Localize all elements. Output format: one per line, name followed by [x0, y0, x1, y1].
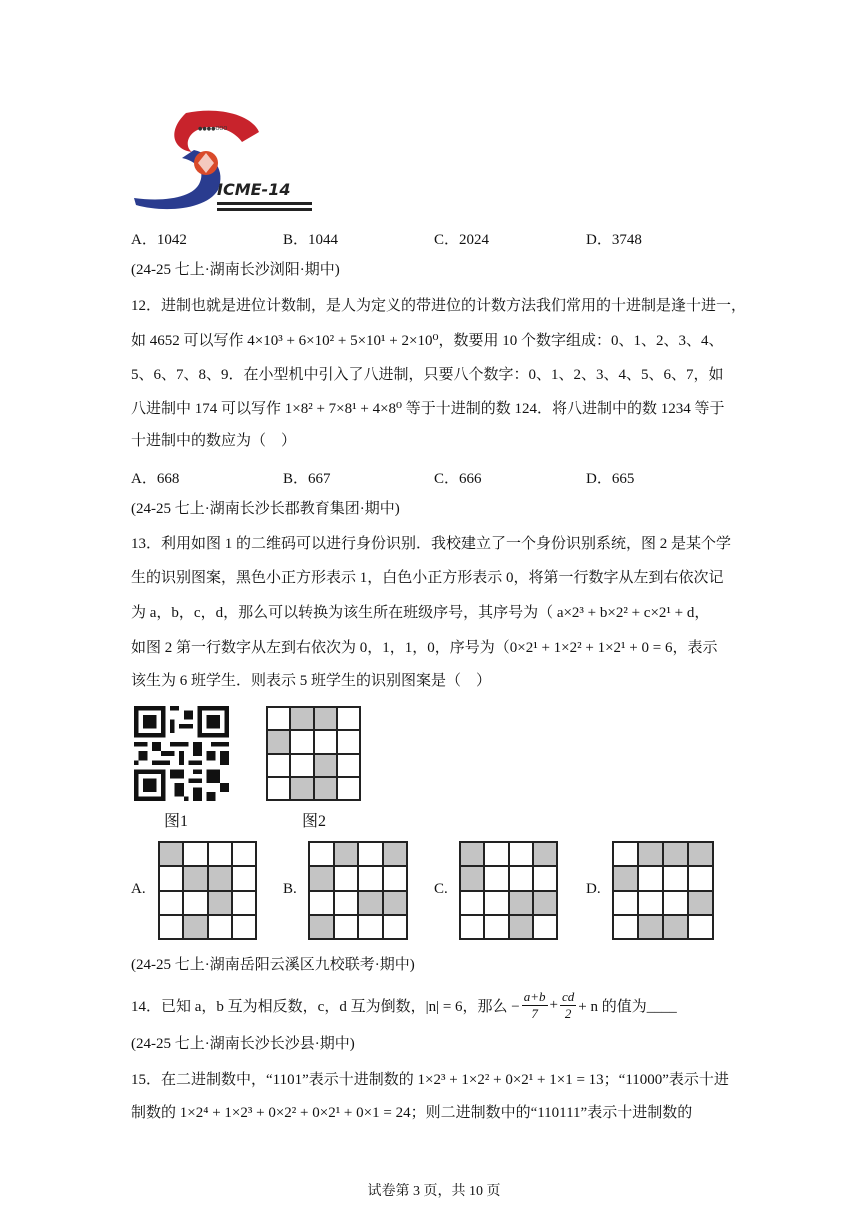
grid-cell-empty: [290, 730, 313, 753]
q12-line: 十进制中的数应为（ ）: [131, 433, 297, 449]
grid-cell-filled: [663, 842, 688, 866]
q13-option-d-grid[interactable]: [612, 841, 714, 940]
q11-option-c[interactable]: C．2024: [434, 232, 490, 248]
grid-cell-filled: [183, 866, 207, 890]
q12-option-a[interactable]: A．668: [131, 471, 180, 487]
grid-cell-empty: [183, 842, 207, 866]
q12-line: 12．进制也就是进位计数制，是人为定义的带进位的计数方法我们常用的十进制是逢十进一，: [131, 298, 747, 314]
grid-cell-filled: [309, 915, 334, 939]
grid-cell-empty: [290, 754, 313, 777]
grid-cell-filled: [358, 891, 383, 915]
grid-cell-filled: [290, 707, 313, 730]
grid-cell-filled: [383, 842, 408, 866]
q14-source: (24-25 七上·湖南岳阳云溪区九校联考·期中): [131, 957, 415, 973]
grid-cell-empty: [267, 754, 290, 777]
q12-option-b[interactable]: B．667: [283, 471, 331, 487]
q14-fraction-1: [522, 989, 548, 1022]
grid-cell-empty: [460, 891, 484, 915]
grid-cell-empty: [337, 730, 360, 753]
q13-line: 该生为 6 班学生．则表示 5 班学生的识别图案是（ ）: [131, 673, 492, 689]
grid-cell-empty: [183, 891, 207, 915]
fig2-caption: 图2: [302, 813, 327, 830]
grid-cell-empty: [267, 707, 290, 730]
fig1-caption: 图1: [164, 813, 189, 830]
q13-line: 生的识别图案，黑色小正方形表示 1，白色小正方形表示 0，将第一行数字从左到右依次记: [131, 570, 724, 586]
q13-line: 13．利用如图 1 的二维码可以进行身份识别．我校建立了一个身份识别系统，图 2 是某个学: [131, 536, 732, 552]
q13-line: 如图 2 第一行数字从左到右依次为 0，1，1，0，序号为（0×2¹ + 1×2² + 1×2¹ + 0 = 6，表示: [131, 640, 718, 656]
q14-fraction-2: [560, 989, 576, 1022]
q13-option-c-grid[interactable]: [459, 841, 558, 940]
grid-cell-empty: [267, 777, 290, 800]
grid-cell-filled: [267, 730, 290, 753]
q14-plus: +: [549, 996, 558, 1013]
q11-option-d[interactable]: D．3748: [586, 232, 642, 248]
grid-cell-empty: [232, 891, 256, 915]
grid-cell-empty: [232, 866, 256, 890]
q14-question: [131, 985, 677, 1025]
q13-option-a-grid[interactable]: [158, 841, 257, 940]
grid-cell-empty: [208, 842, 232, 866]
grid-cell-empty: [334, 866, 359, 890]
grid-cell-empty: [533, 866, 557, 890]
grid-cell-empty: [309, 842, 334, 866]
grid-cell-filled: [638, 915, 663, 939]
grid-cell-filled: [460, 842, 484, 866]
grid-cell-filled: [663, 915, 688, 939]
grid-cell-empty: [358, 842, 383, 866]
grid-cell-empty: [208, 915, 232, 939]
grid-cell-filled: [334, 842, 359, 866]
q12-source: (24-25 七上·湖南长沙浏阳·期中): [131, 262, 340, 278]
q13-option-b-label[interactable]: B.: [283, 881, 297, 897]
q13-option-c-label[interactable]: C.: [434, 881, 448, 897]
grid-cell-filled: [208, 891, 232, 915]
grid-cell-filled: [509, 915, 533, 939]
grid-cell-empty: [484, 842, 508, 866]
q11-option-b[interactable]: B．1044: [283, 232, 339, 248]
grid-cell-empty: [337, 707, 360, 730]
fig2-grid: [266, 706, 361, 801]
grid-cell-empty: [334, 915, 359, 939]
q13-source: (24-25 七上·湖南长沙长郡教育集团·期中): [131, 501, 400, 517]
grid-cell-filled: [688, 891, 713, 915]
grid-cell-filled: [638, 842, 663, 866]
grid-cell-empty: [383, 915, 408, 939]
q13-option-b-grid[interactable]: [308, 841, 408, 940]
grid-cell-empty: [337, 777, 360, 800]
q14-suffix: + n 的值为____: [578, 998, 677, 1015]
grid-cell-empty: [484, 891, 508, 915]
q14-frac2-num: cd: [562, 988, 575, 1004]
q11-option-a[interactable]: A．1042: [131, 232, 187, 248]
grid-cell-empty: [383, 866, 408, 890]
grid-cell-empty: [613, 891, 638, 915]
grid-cell-filled: [383, 891, 408, 915]
grid-cell-empty: [484, 915, 508, 939]
grid-cell-empty: [159, 866, 183, 890]
grid-cell-empty: [232, 915, 256, 939]
q12-option-c[interactable]: C．666: [434, 471, 482, 487]
logo-text: ICME-14: [217, 180, 291, 199]
q12-line: 八进制中 174 可以写作 1×8² + 7×8¹ + 4×8⁰ 等于十进制的数 124．将八进制中的数 1234 等于: [131, 401, 725, 417]
svg-text:●●●●OOO: ●●●●OOO: [198, 126, 228, 132]
grid-cell-empty: [688, 915, 713, 939]
icme-logo: [134, 110, 314, 215]
q15-source: (24-25 七上·湖南长沙长沙县·期中): [131, 1036, 355, 1052]
q14-frac2-den: 2: [564, 1005, 572, 1021]
grid-cell-empty: [509, 842, 533, 866]
grid-cell-empty: [358, 866, 383, 890]
grid-cell-empty: [159, 915, 183, 939]
grid-cell-empty: [358, 915, 383, 939]
grid-cell-filled: [688, 842, 713, 866]
q13-option-a-label[interactable]: A.: [131, 881, 146, 897]
page-footer: 试卷第 3 页，共 10 页: [367, 1184, 501, 1199]
grid-cell-empty: [613, 842, 638, 866]
grid-cell-filled: [290, 777, 313, 800]
q13-line: 为 a，b，c，d，那么可以转换为该生所在班级序号，其序号为（ a×2³ + b×2² + c×2¹ + d，: [131, 605, 710, 621]
q12-line: 5、6、7、8、9．在小型机中引入了八进制，只要八个数字：0、1、2、3、4、5、6、7，如: [131, 367, 724, 383]
grid-cell-filled: [208, 866, 232, 890]
grid-cell-empty: [334, 891, 359, 915]
q15-line: 制数的 1×2⁴ + 1×2³ + 0×2² + 0×2¹ + 0×1 = 24；则二进制数中的“110111”表示十进制数的: [131, 1105, 693, 1121]
grid-cell-filled: [159, 842, 183, 866]
q14-prefix: 14．已知 a，b 互为相反数，c，d 互为倒数，|n| = 6，那么 −: [131, 998, 520, 1015]
grid-cell-empty: [460, 915, 484, 939]
grid-cell-filled: [533, 842, 557, 866]
grid-cell-empty: [613, 915, 638, 939]
q14-frac1-den: 7: [531, 1005, 538, 1021]
grid-cell-filled: [314, 777, 337, 800]
grid-cell-empty: [314, 730, 337, 753]
q15-line: 15．在二进制数中，“1101”表示十进制数的 1×2³ + 1×2² + 0×2¹ + 1×1 = 13；“11000”表示十进: [131, 1072, 729, 1088]
grid-cell-filled: [183, 915, 207, 939]
grid-cell-empty: [232, 842, 256, 866]
grid-cell-filled: [309, 866, 334, 890]
grid-cell-filled: [460, 866, 484, 890]
grid-cell-filled: [509, 891, 533, 915]
grid-cell-empty: [533, 915, 557, 939]
grid-cell-empty: [484, 866, 508, 890]
grid-cell-empty: [638, 866, 663, 890]
grid-cell-empty: [663, 891, 688, 915]
grid-cell-filled: [613, 866, 638, 890]
grid-cell-empty: [663, 866, 688, 890]
qr-code-image: [134, 706, 229, 801]
grid-cell-empty: [159, 891, 183, 915]
grid-cell-empty: [509, 866, 533, 890]
grid-cell-filled: [314, 754, 337, 777]
grid-cell-filled: [314, 707, 337, 730]
grid-cell-empty: [688, 866, 713, 890]
q12-line: 如 4652 可以写作 4×10³ + 6×10² + 5×10¹ + 2×10⁰，数要用 10 个数字组成：0、1、2、3、4、: [131, 333, 724, 349]
grid-cell-filled: [533, 891, 557, 915]
q14-frac1-num: a+b: [523, 988, 546, 1004]
q12-option-d[interactable]: D．665: [586, 471, 635, 487]
grid-cell-empty: [309, 891, 334, 915]
grid-cell-empty: [638, 891, 663, 915]
grid-cell-empty: [337, 754, 360, 777]
q13-option-d-label[interactable]: D.: [586, 881, 601, 897]
